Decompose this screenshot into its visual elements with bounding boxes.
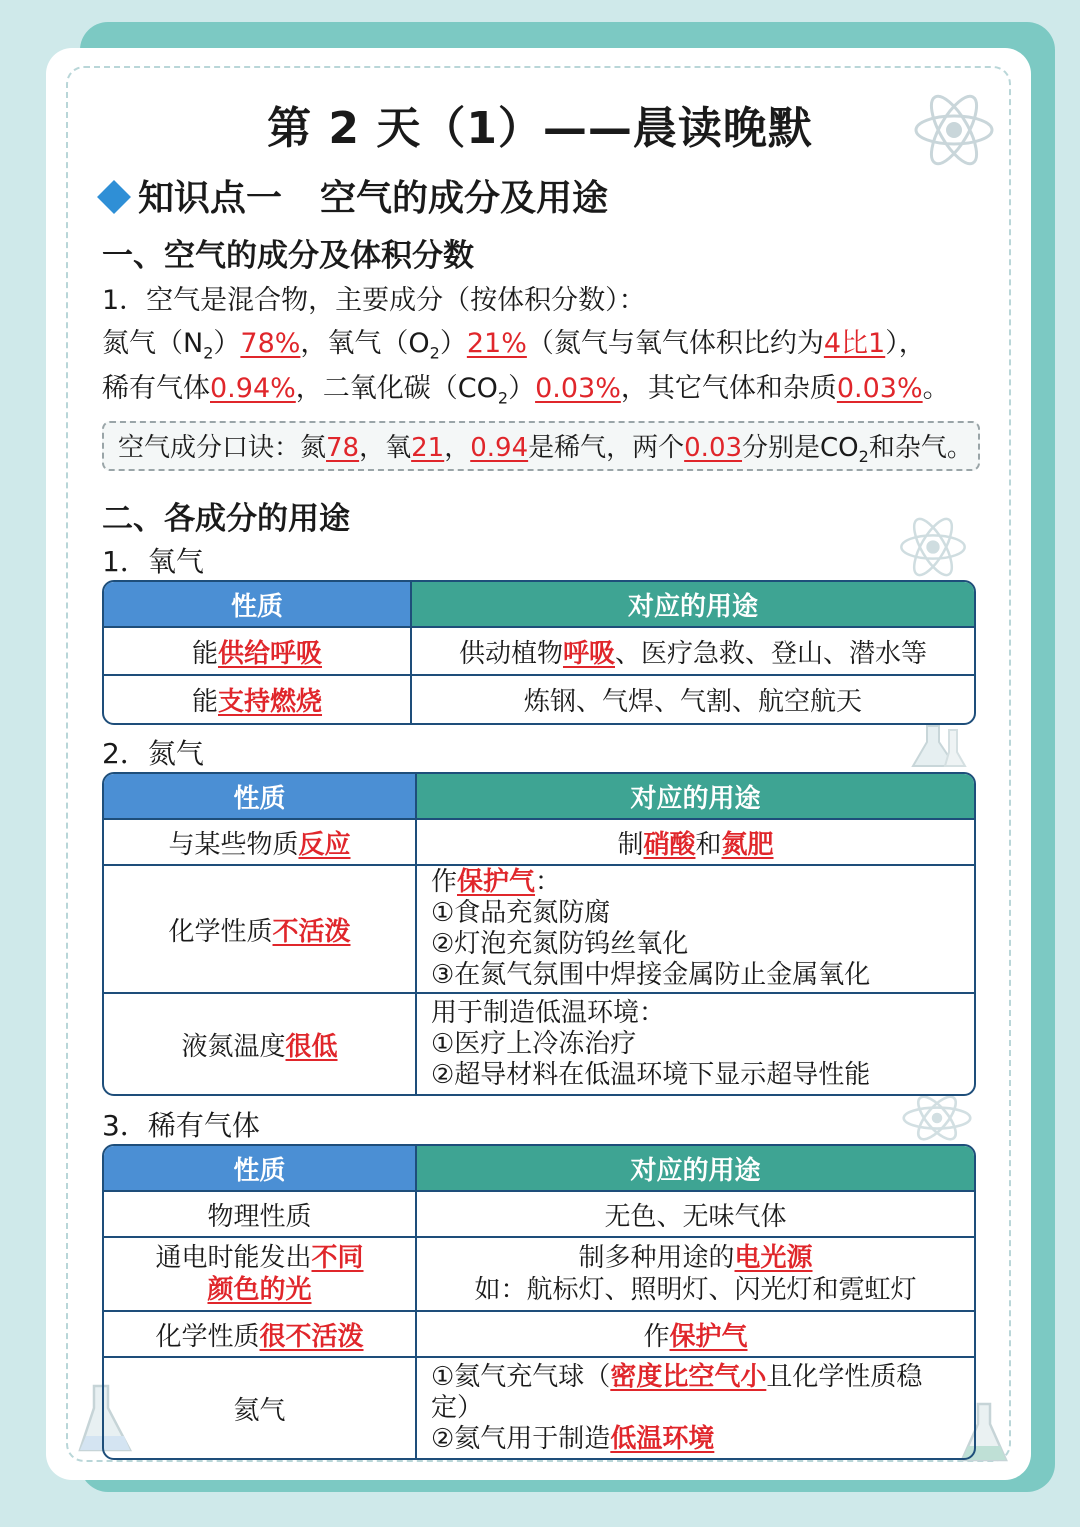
- text: 且化学性质稳: [766, 1361, 923, 1392]
- table-header-row: [104, 774, 974, 820]
- knowledge-point-topic: 空气的成分及用途: [320, 178, 609, 219]
- subscript: 2: [858, 447, 869, 467]
- highlight-text: 硝酸: [643, 829, 696, 860]
- property-cell: 氦气: [104, 1358, 417, 1458]
- highlight-text: 反应: [298, 829, 351, 860]
- page-title: 第 2 天（1）——晨读晚默: [267, 103, 813, 154]
- text: 和杂气。: [868, 433, 973, 463]
- text: 。: [922, 373, 950, 404]
- text: 作: [643, 1321, 670, 1352]
- section1-heading: 一、空气的成分及体积分数: [102, 238, 474, 274]
- text: 氮气（N: [102, 328, 204, 359]
- property-cell: [104, 866, 417, 994]
- rare-gas-value: 0.94%: [210, 373, 296, 404]
- mnemonic-value: 0.94: [470, 433, 529, 463]
- highlight-text: 氮肥: [721, 829, 774, 860]
- use-cell: [412, 628, 974, 676]
- nitrogen-table: [102, 772, 976, 1096]
- use-line: ②灯泡充氮防钨丝氧化: [431, 929, 689, 959]
- table-row: [104, 866, 974, 994]
- subscript: 2: [497, 388, 509, 408]
- subscript: 2: [203, 343, 214, 363]
- oxygen-table: [102, 580, 976, 725]
- mnemonic-box: [102, 421, 980, 471]
- text: ），: [885, 328, 926, 359]
- text: 制: [617, 829, 644, 860]
- text: 制多种用途的: [578, 1243, 735, 1273]
- text: 和: [695, 829, 722, 860]
- use-line: ①医疗上冷冻治疗: [431, 1028, 637, 1059]
- knowledge-point-heading: [102, 170, 608, 221]
- table-row: [104, 1312, 974, 1358]
- use-line: ①食品充氮防腐: [431, 898, 611, 928]
- text: ①氦气充气球（: [431, 1361, 611, 1392]
- property-cell: [104, 1312, 417, 1358]
- text: 如：航标灯、照明灯、闪光灯和霓虹灯: [474, 1275, 917, 1305]
- use-cell: 无色、无味气体: [417, 1192, 974, 1238]
- property-cell: [104, 628, 412, 676]
- use-cell: [417, 994, 974, 1094]
- text: 液氮温度: [181, 1031, 286, 1062]
- text: （氮气与氧气体积比约为: [526, 328, 824, 359]
- table-row: [104, 1358, 974, 1458]
- atom-icon: [898, 512, 968, 582]
- table-header-row: [104, 582, 974, 628]
- co2-value: 0.03%: [535, 373, 621, 404]
- use-cell: [417, 866, 974, 994]
- text: 通电时能发出: [155, 1243, 312, 1273]
- text: 、医疗急救、登山、潜水等: [615, 638, 928, 669]
- highlight-text: 不同: [311, 1243, 364, 1273]
- text: 能: [191, 638, 218, 669]
- highlight-text: 供给呼吸: [218, 638, 323, 669]
- subscript: 2: [429, 343, 440, 363]
- text: ）: [213, 328, 241, 359]
- use-cell: [417, 1312, 974, 1358]
- property-cell: [104, 994, 417, 1094]
- table-row: [104, 1238, 974, 1312]
- text: 空气成分口诀：氮: [118, 433, 327, 463]
- table-row: [104, 820, 974, 866]
- text: 稀有气体: [102, 373, 210, 404]
- text: 供动植物: [458, 638, 563, 669]
- text: 能: [191, 687, 218, 717]
- oxygen-value: 21%: [466, 328, 527, 359]
- property-cell: [104, 1238, 417, 1312]
- header-property: 性质: [104, 774, 417, 820]
- section1-intro: 1．空气是混合物，主要成分（按体积分数）：: [102, 285, 646, 316]
- property-cell: [104, 820, 417, 866]
- highlight-text: 电光源: [734, 1243, 813, 1273]
- nitrogen-value: 78%: [240, 328, 301, 359]
- highlight-text: 很不活泼: [259, 1321, 364, 1352]
- use-cell: [417, 1238, 974, 1312]
- use-line: ②超导材料在低温环境下显示超导性能: [431, 1059, 871, 1090]
- text: ，: [444, 433, 471, 463]
- header-property: 性质: [104, 1146, 417, 1192]
- mnemonic-value: 21: [411, 433, 445, 463]
- atom-icon: [900, 1090, 974, 1146]
- rare-gas-table: [102, 1144, 976, 1460]
- header-use: 对应的用途: [412, 582, 974, 628]
- highlight-text: 保护气: [457, 867, 536, 897]
- highlight-text: 颜色的光: [207, 1275, 312, 1305]
- highlight-text: 呼吸: [562, 638, 615, 669]
- highlight-text: 支持燃烧: [218, 687, 323, 717]
- use-cell: [417, 1358, 974, 1458]
- highlight-text: 很低: [285, 1031, 338, 1062]
- table-row: [104, 994, 974, 1094]
- table-row: [104, 628, 974, 676]
- header-use: 对应的用途: [417, 1146, 974, 1192]
- use-line: 定）: [431, 1392, 484, 1423]
- text: ）: [439, 328, 467, 359]
- knowledge-point-label: 知识点一: [138, 178, 283, 219]
- text: 作: [431, 867, 458, 897]
- nitrogen-heading: 2．氮气: [102, 737, 204, 770]
- use-line: [431, 1424, 974, 1455]
- header-property: 性质: [104, 582, 412, 628]
- mnemonic-value: 0.03: [684, 433, 743, 463]
- use-line: [431, 867, 974, 898]
- text: 与某些物质: [168, 829, 299, 860]
- highlight-text: 保护气: [669, 1321, 748, 1352]
- oxygen-heading: 1．氧气: [102, 545, 204, 578]
- text: 分别是CO: [742, 433, 859, 463]
- flask-icon: [905, 722, 971, 774]
- rare-gas-heading: 3．稀有气体: [102, 1109, 260, 1142]
- text: 是稀气，两个: [528, 433, 685, 463]
- composition-line2: [102, 366, 950, 407]
- highlight-text: 不活泼: [272, 916, 351, 947]
- use-line: 用于制造低温环境：: [431, 997, 666, 1028]
- text: ，二氧化碳（CO: [295, 373, 498, 404]
- text: ：: [535, 867, 562, 897]
- use-cell: 炼钢、气焊、气割、航空航天: [523, 687, 862, 717]
- text: 化学性质: [168, 916, 273, 947]
- text: ，氧: [359, 433, 412, 463]
- highlight-text: 密度比空气小: [610, 1361, 767, 1392]
- ratio-value: 4比1: [823, 328, 886, 359]
- text: ）: [508, 373, 536, 404]
- diamond-icon: [97, 180, 131, 214]
- text: ，氧气（O: [300, 328, 430, 359]
- use-line: ③在氮气氛围中焊接金属防止金属氧化: [431, 960, 871, 990]
- property-cell: [104, 676, 412, 723]
- header-use: 对应的用途: [417, 774, 974, 820]
- text: 化学性质: [155, 1321, 260, 1352]
- composition-line1: [102, 321, 926, 362]
- use-cell: [417, 820, 974, 866]
- table-header-row: [104, 1146, 974, 1192]
- other-value: 0.03%: [836, 373, 923, 404]
- text: ，其它气体和杂质: [620, 373, 837, 404]
- property-cell: 物理性质: [104, 1192, 417, 1238]
- table-row: [104, 1192, 974, 1238]
- section2-heading: 二、各成分的用途: [102, 501, 350, 537]
- use-line: [431, 1362, 974, 1393]
- text: ②氦气用于制造: [431, 1423, 611, 1454]
- highlight-text: 低温环境: [610, 1423, 715, 1454]
- table-row: [104, 676, 974, 723]
- mnemonic-value: 78: [326, 433, 360, 463]
